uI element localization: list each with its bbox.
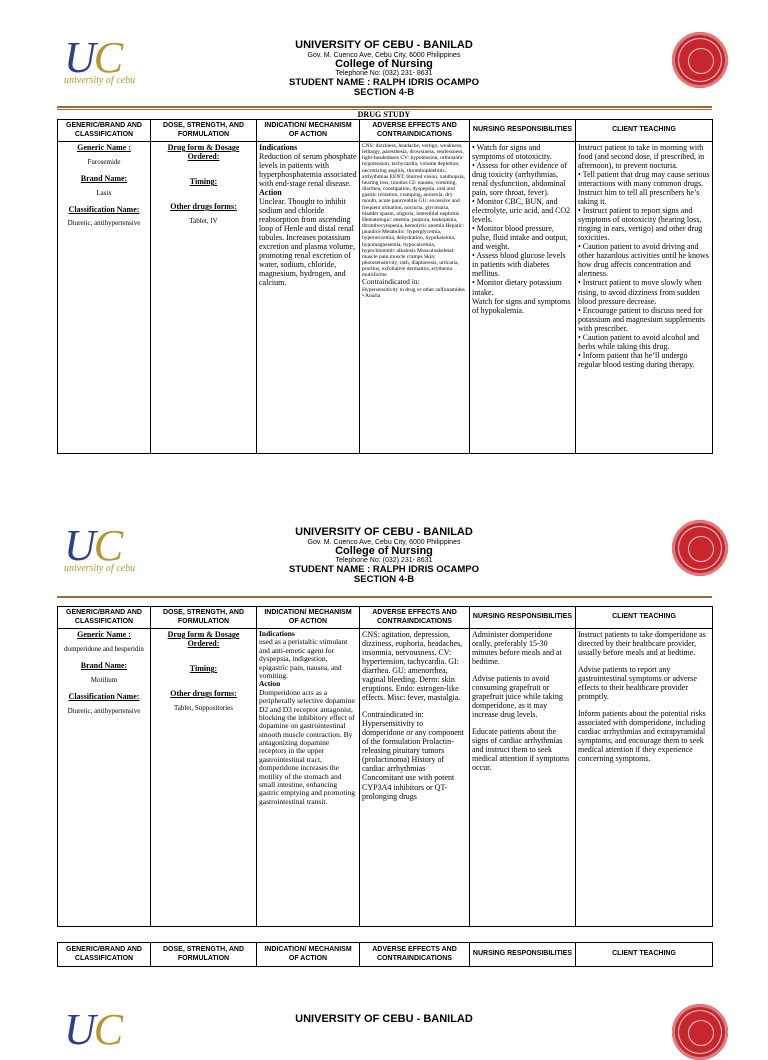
- generic-cell: [58, 142, 151, 454]
- indications-text: Reduction of serum phosphate levels in patients with hyperphosphatemia associated with end-stage renal disease.: [259, 152, 357, 189]
- indications-title: Indications: [259, 143, 298, 152]
- generic-cell: [58, 629, 151, 927]
- classification-label: Classification Name:: [68, 205, 140, 214]
- university-logo: [64, 33, 144, 86]
- header-rule: [57, 596, 712, 598]
- col-header-indication: INDICATION/ MECHANISM OF ACTION: [257, 607, 360, 629]
- university-logo: [64, 1005, 144, 1054]
- other-forms-value: Tablet, IV: [189, 217, 218, 225]
- teaching-item: • Instruct patient to report signs and symptoms of ototoxicity (hearing loss, ringing in ears, vertigo) and other drug toxicities.: [578, 206, 703, 243]
- telephone: Telephone No: (032) 231- 8631: [335, 70, 433, 78]
- nursing-cell: [470, 142, 576, 454]
- other-forms-label: Other drugs forms:: [170, 689, 237, 698]
- action-title: Action: [259, 188, 282, 198]
- teaching-item: • Encourage patient to discuss need for potassium and magnesium supplements with prescriber.: [578, 305, 705, 333]
- nursing-item: Educate patients about the signs of cardiac arrhythmias and instruct them to seek medical attention if symptoms occur.: [472, 727, 570, 773]
- col-header-generic: GENERIC/BRAND AND CLASSIFICATION: [58, 607, 151, 629]
- adverse-text: CNS: dizziness, headache, vertigo, weakness, lethargy, paresthesia, drowsiness, restlessness, light-headedness CV: hypotension, orthostatic hypotension, tachycardia, volume depletion, necrotizing angiitis, thrombophlebitis, arrhythmias EENT: blurred vision, xanthopsia, hearing loss, tinnitus GI: nausea, vomiting, diarrhea, constipation, dyspepsia, oral and gastric irritation, cramping, anorexia, dry mouth, acute pancreatitis GU: excessive and frequent urination, nocturia, glycosuria, bladder spasm, oliguria, interstitial nephritis Hematologic: anemia, purpura, leukopenia, thrombocytopenia, hemolytic anemia Hepatic: jaundice Metabolic: hyperglycemia, hyperuricemia, dehydration, hypokalemia, hypomagnesemia, hypocalcemia, hypochloremic alkalosis Musculoskeletal: muscle pain,muscle cramps Skin: photosensitivity, rash, diaphoresis, urticaria, pruritus, exfoliative dermatitis, erythema multiforme: [362, 143, 465, 279]
- university-name: UNIVERSITY OF CEBU - BANILAD: [295, 1013, 473, 1025]
- dose-cell: [151, 629, 257, 927]
- col-header-indication: INDICATION/ MECHANISM OF ACTION: [257, 943, 360, 967]
- col-header-adverse: ADVERSE EFFECTS AND CONTRAINDICATIONS: [360, 120, 470, 142]
- dose-cell: [151, 142, 257, 454]
- col-header-dose: DOSE, STRENGTH, AND FORMULATION: [151, 120, 257, 142]
- teaching-item: Instruct patient to take in morning with food (and second dose, if prescribed, in afternoon), to prevent nocturia.: [578, 143, 705, 171]
- col-header-teaching: CLIENT TEACHING: [576, 607, 713, 629]
- col-header-nursing: NURSING RESPONSIBILITIES: [470, 607, 576, 629]
- drug-table-3-header: [57, 942, 713, 967]
- teaching-cell: [576, 629, 713, 927]
- generic-label: Generic Name :: [77, 143, 131, 152]
- student-name: STUDENT NAME : RALPH IDRIS OCAMPO: [289, 563, 479, 575]
- section-label: SECTION 4-B: [353, 573, 415, 585]
- adverse-cell: [360, 629, 470, 927]
- col-header-generic: GENERIC/BRAND AND CLASSIFICATION: [58, 943, 151, 967]
- brand-label: Brand Name:: [80, 661, 128, 670]
- drug-table-2: [57, 606, 713, 927]
- college-name: College of Nursing: [335, 544, 433, 557]
- timing-label: Timing:: [189, 177, 218, 186]
- drug-form-label: Drug form & Dosage Ordered:: [167, 630, 240, 648]
- telephone: Telephone No: (032) 231- 8631: [335, 557, 433, 565]
- classification-value: Diuretic, antihypertensive: [67, 707, 141, 715]
- teaching-item: • Caution patient to avoid alcohol and herbs while taking this drug.: [578, 332, 699, 351]
- teaching-cell: [576, 142, 713, 454]
- brand-value: Motilium: [90, 676, 118, 684]
- contra-text-2: • Anuria: [362, 292, 381, 299]
- timing-label: Timing:: [189, 664, 218, 673]
- logo-mark: UC: [64, 33, 122, 82]
- generic-value: domperidone and hesperidin: [64, 645, 144, 653]
- nursing-item: • Watch for signs and symptoms of ototoxicity.: [472, 143, 552, 162]
- indications-text: used as a peristaltic stimulant and anti-emetic agent for dyspepsia, indigestion, epigastric pain, nausea, and vomiting.: [259, 637, 348, 680]
- adverse-text: CNS: agitation, depression, dizziness, euphoria, headaches, insomnia, nervousness. CV: hypertension, tachycardia. GI: diarrhea. GU: amenorrhea, vaginal bleeding. Derm: skin eruptions. Endo: estrogen-like effects. Misc: fever, mastalgia.: [362, 630, 463, 703]
- other-forms-value: Tablet, Suppositories: [173, 704, 233, 712]
- teaching-item: • Tell patient that drug may cause serious interactions with many common drugs. Instruct him to tell all prescribers he’s taking it.: [578, 170, 710, 207]
- college-seal: [672, 1004, 728, 1060]
- logo-mark: UC: [64, 1005, 122, 1054]
- nursing-item: Advise patients to avoid consuming grapefruit or grapefruit juice while taking domperidone, as it may increase drug levels.: [472, 674, 563, 720]
- university-address: Gov. M. Cuenco Ave, Cebu City, 6000 Philippines: [307, 51, 461, 59]
- student-name: STUDENT NAME : RALPH IDRIS OCAMPO: [289, 76, 479, 88]
- teaching-item: Inform patients about the potential risks associated with domperidone, including cardiac arrhythmias and extrapyramidal symptoms, and encourage them to seek medical attention if they experience concerning symptoms.: [578, 709, 706, 764]
- indications-title: Indications: [259, 629, 295, 638]
- action-text: Unclear. Thought to inhibit sodium and chloride reabsorption from ascending loop of Henle and distal renal tubules. Increases potassium excretion and plasma volume, promoting renal excretion of water, sodium, chloride, magnesium, hydrogen, and calcium.: [259, 197, 355, 288]
- drug-form-label: Drug form & Dosage Ordered:: [167, 143, 240, 161]
- nursing-item: • Assess for other evidence of drug toxicity (arrhythmias, renal dysfunction, abdominal pain, sore throat, fever).: [472, 161, 567, 198]
- logo-subtitle: university of cebu: [64, 75, 136, 86]
- action-title: Action: [259, 679, 281, 689]
- college-seal: [672, 32, 728, 88]
- drug-table-1: [57, 119, 713, 454]
- indication-cell: [257, 629, 360, 927]
- nursing-item: • Monitor dietary potassium intake.: [472, 278, 562, 297]
- nursing-item: • Monitor CBC, BUN, and electrolyte, uric acid, and CO2 levels.: [472, 197, 571, 225]
- classification-label: Classification Name:: [68, 692, 140, 701]
- adverse-cell: [360, 142, 470, 454]
- university-logo: [64, 521, 144, 574]
- header-rule: [57, 106, 712, 108]
- action-text: Domperidone acts as a peripherally selective dopamine D2 and D3 receptor antagonist, blocking the inhibitory effect of dopamine on gastrointestinal smooth muscle contraction. By antagonizing dopamine receptors in the upper gastrointestinal tract, domperidone increases the motility of the stomach and small intestine, enhancing gastric emptying and promoting gastrointestinal transit.: [259, 687, 356, 806]
- other-forms-label: Other drugs forms:: [170, 202, 237, 211]
- col-header-nursing: NURSING RESPONSIBILITIES: [470, 120, 576, 142]
- page-header: [180, 527, 588, 585]
- col-header-nursing: NURSING RESPONSIBILITIES: [470, 943, 576, 967]
- teaching-item: Instruct patients to take domperidone as directed by their healthcare provider, usually before meals and at bedtime.: [578, 630, 706, 658]
- nursing-item: Watch for signs and symptoms of hypokalemia.: [472, 296, 571, 315]
- teaching-item: • Inform patient that he’ll undergo regular blood testing during therapy.: [578, 350, 695, 369]
- logo-subtitle: university of cebu: [64, 563, 136, 574]
- teaching-item: Advise patients to report any gastrointestinal symptoms or adverse effects to their healthcare provider promptly.: [578, 665, 697, 702]
- college-name: College of Nursing: [335, 57, 433, 70]
- indication-cell: [257, 142, 360, 454]
- col-header-adverse: ADVERSE EFFECTS AND CONTRAINDICATIONS: [360, 607, 470, 629]
- nursing-item: Administer domperidone orally, preferably 15-30 minutes before meals and at bedtime.: [472, 630, 562, 667]
- nursing-item: • Monitor blood pressure, pulse, fluid intake and output, and weight.: [472, 224, 568, 252]
- col-header-dose: DOSE, STRENGTH, AND FORMULATION: [151, 943, 257, 967]
- contra-text: Hypersensitivity to drug or other sulfonamides: [362, 286, 465, 293]
- drug-study-title: DRUG STUDY: [357, 110, 411, 119]
- col-header-teaching: CLIENT TEACHING: [576, 120, 713, 142]
- col-header-teaching: CLIENT TEACHING: [576, 943, 713, 967]
- nursing-cell: [470, 629, 576, 927]
- university-address: Gov. M. Cuenco Ave, Cebu City, 6000 Philippines: [307, 538, 461, 546]
- col-header-adverse: ADVERSE EFFECTS AND CONTRAINDICATIONS: [360, 943, 470, 967]
- nursing-item: • Assess blood glucose levels in patients with diabetes mellitus.: [472, 251, 566, 279]
- col-header-indication: INDICATION/ MECHANISM OF ACTION: [257, 120, 360, 142]
- brand-label: Brand Name:: [80, 174, 128, 183]
- page-header: [180, 40, 588, 98]
- generic-label: Generic Name :: [77, 630, 131, 639]
- col-header-dose: DOSE, STRENGTH, AND FORMULATION: [151, 607, 257, 629]
- contra-text: Contraindicated in: Hypersensitivity to domperidone or any component of the formulation Prolactin-releasing pituitary tumors (prolactinoma) History of cardiac arrhythmias Concomitant use with potent CYP3A4 inhibitors or QT-prolonging drugs: [362, 710, 464, 801]
- college-seal: [672, 520, 728, 576]
- teaching-item: • Caution patient to avoid driving and other hazardous activities until he knows how drug affects concentration and alertness.: [578, 242, 709, 279]
- teaching-item: • Instruct patient to move slowly when rising, to avoid dizziness from sudden blood pressure decrease.: [578, 278, 702, 306]
- logo-mark: UC: [64, 521, 122, 570]
- university-name: UNIVERSITY OF CEBU - BANILAD: [295, 526, 473, 538]
- brand-value: Lasix: [96, 189, 112, 197]
- contra-title: Contraindicated in:: [362, 277, 420, 287]
- university-name: UNIVERSITY OF CEBU - BANILAD: [295, 39, 473, 51]
- section-label: SECTION 4-B: [353, 86, 415, 98]
- classification-value: Diuretic, antihypertensive: [67, 219, 141, 227]
- generic-value: Furosemide: [87, 158, 121, 166]
- col-header-generic: GENERIC/BRAND AND CLASSIFICATION: [58, 120, 151, 142]
